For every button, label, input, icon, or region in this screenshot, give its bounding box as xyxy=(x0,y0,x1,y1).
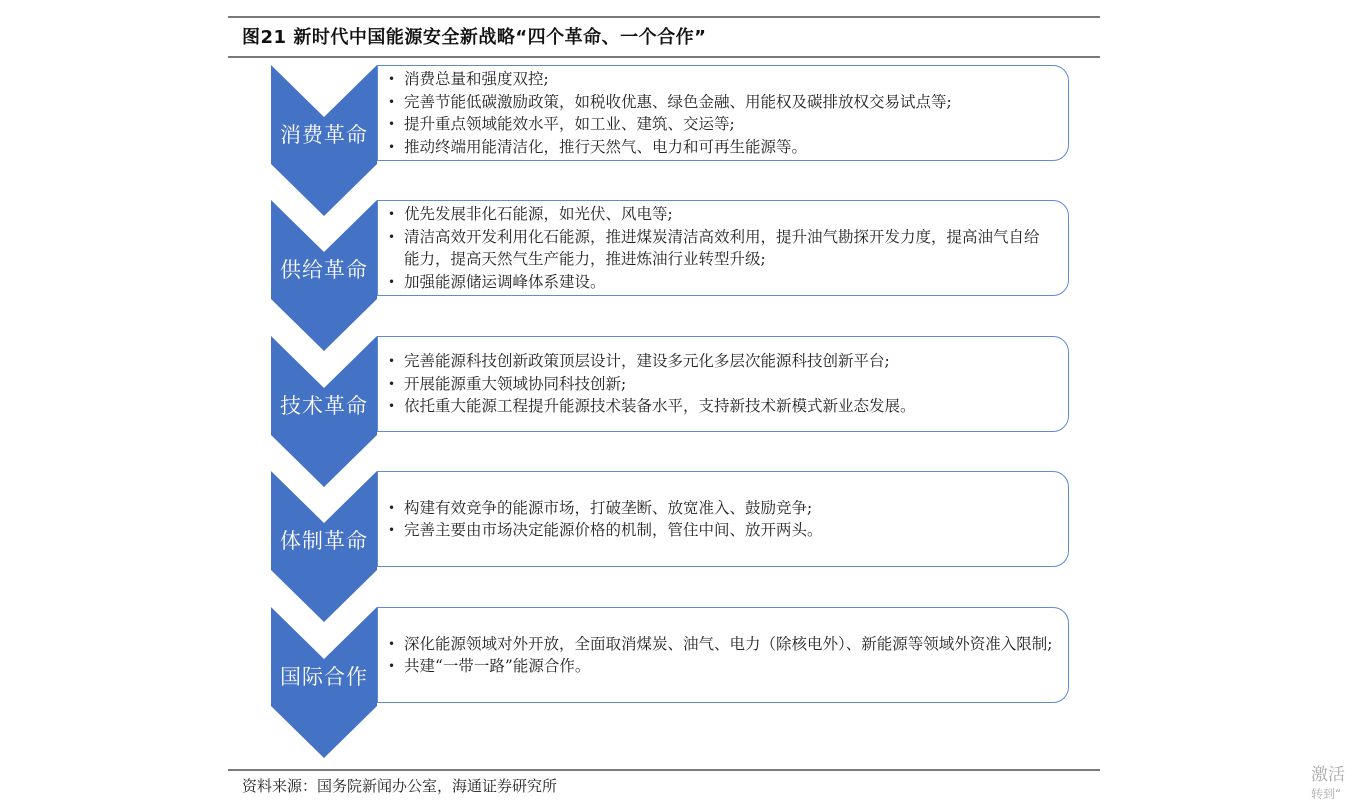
list-item: • 深化能源领域对外开放，全面取消煤炭、油气、电力（除核电外）、新能源等领域外资准入限制; xyxy=(386,633,1054,656)
stage-institutional-revolution xyxy=(271,471,1071,623)
bullet-icon: • xyxy=(388,659,396,673)
stage-label: 技术革命 xyxy=(280,394,368,418)
title-bottom-rule xyxy=(228,56,1100,58)
bullet-icon: • xyxy=(388,636,396,651)
list-item: • 加强能源储运调峰体系建设。 xyxy=(386,271,1054,294)
stage-details-box xyxy=(377,65,1069,161)
stage-label: 国际合作 xyxy=(280,665,368,689)
stage-details-box xyxy=(377,471,1069,567)
bullet-icon: • xyxy=(388,274,396,289)
bullet-icon: • xyxy=(388,207,396,221)
stage-label: 供给革命 xyxy=(280,258,368,282)
bullet-icon: • xyxy=(388,117,396,131)
stage-consumption-revolution xyxy=(271,65,1071,217)
stage-supply-revolution xyxy=(271,200,1071,352)
list-item: • 依托重大能源工程提升能源技术装备水平，支持新技术新模式新业态发展。 xyxy=(386,395,1054,418)
source-rule xyxy=(228,769,1100,771)
bullet-icon: • xyxy=(388,376,396,391)
activation-watermark xyxy=(1311,764,1351,802)
bullet-icon: • xyxy=(388,229,396,244)
list-item: • 提升重点领域能效水平，如工业、建筑、交运等; xyxy=(386,113,1054,136)
title-top-rule xyxy=(228,16,1100,18)
bullet-icon: • xyxy=(388,500,396,515)
bullet-icon: • xyxy=(388,72,396,86)
stage-label: 体制革命 xyxy=(280,529,368,553)
bullet-icon: • xyxy=(388,354,396,369)
bullet-icon: • xyxy=(388,139,396,154)
figure-source: 资料来源：国务院新闻办公室，海通证券研究所 xyxy=(242,777,558,795)
stage-details-box xyxy=(377,200,1069,296)
bullet-icon: • xyxy=(388,399,396,414)
list-item: • 完善能源科技创新政策顶层设计，建设多元化多层次能源科技创新平台; xyxy=(386,350,1054,373)
bullet-icon: • xyxy=(388,94,396,109)
watermark-line-2: 转到“ xyxy=(1311,787,1342,801)
stage-details-box xyxy=(377,336,1069,432)
stage-details-box xyxy=(377,607,1069,703)
stage-international-cooperation xyxy=(271,607,1071,759)
list-item: • 消费总量和强度双控; xyxy=(386,68,1054,91)
stage-technology-revolution xyxy=(271,336,1071,488)
list-item: • 推动终端用能清洁化，推行天然气、电力和可再生能源等。 xyxy=(386,136,1054,159)
list-item: • 共建“一带一路”能源合作。 xyxy=(386,655,1054,678)
watermark-line-1: 激活 xyxy=(1311,765,1345,785)
list-item: • 完善节能低碳激励政策，如税收优惠、绿色金融、用能权及碳排放权交易试点等; xyxy=(386,91,1054,114)
figure-title: 图21 新时代中国能源安全新战略“四个革命、一个合作” xyxy=(242,27,707,48)
list-item: • 开展能源重大领域协同科技创新; xyxy=(386,373,1054,396)
bullet-icon: • xyxy=(388,523,396,537)
list-item: • 优先发展非化石能源，如光伏、风电等; xyxy=(386,203,1054,226)
list-item: • 清洁高效开发利用化石能源，推进煤炭清洁高效利用，提升油气勘探开发力度，提高油气自给能力，提高天然气生产能力，推进炼油行业转型升级; xyxy=(386,226,1054,271)
list-item: • 构建有效竞争的能源市场，打破垄断、放宽准入、鼓励竞争; xyxy=(386,497,1054,520)
list-item: • 完善主要由市场决定能源价格的机制，管住中间、放开两头。 xyxy=(386,519,1054,542)
stage-label: 消费革命 xyxy=(280,123,368,147)
